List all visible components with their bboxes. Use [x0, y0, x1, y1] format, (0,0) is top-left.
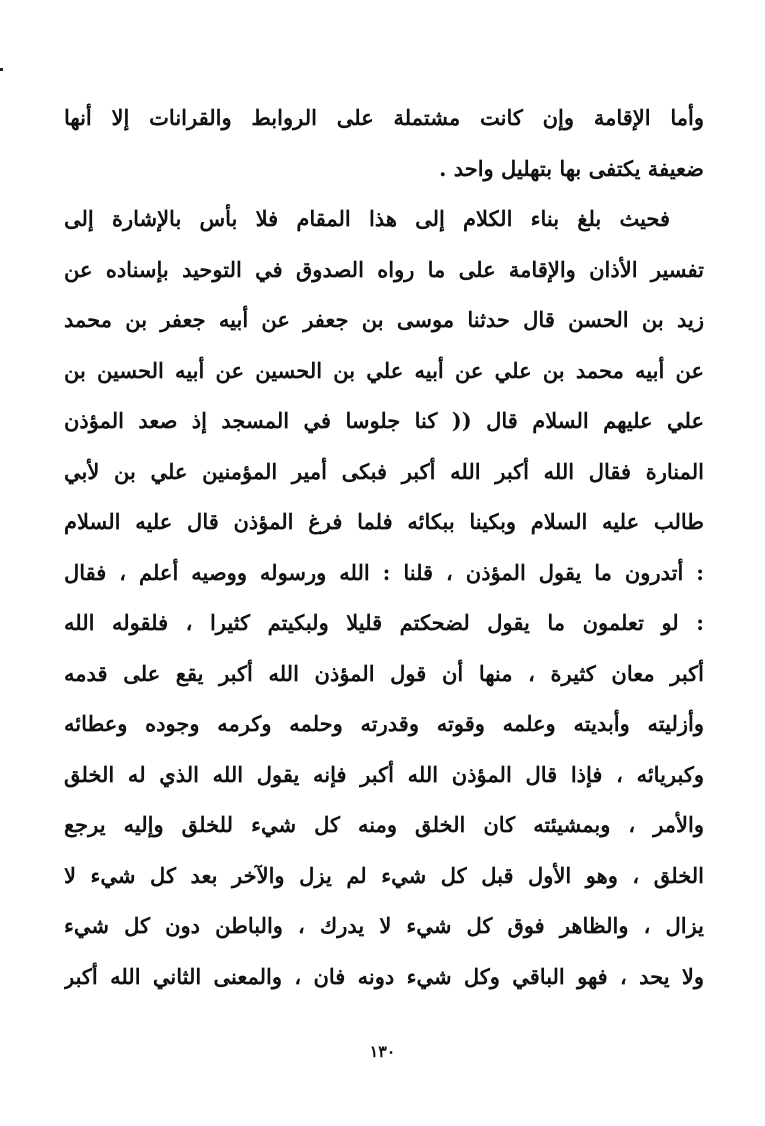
text-line-18: ولا يحد ، فهو الباقي وكل شيء دونه فان ، والمعنى الثاني الله أكبر [64, 963, 704, 989]
text-line-3: فحيث بلغ بناء الكلام إلى هذا المقام فلا بأس بالإشارة إلى [64, 206, 670, 231]
text-line-5: زيد بن الحسن قال حدثنا موسى بن جعفر عن أبيه جعفر بن محمد [64, 307, 704, 332]
text-line-10: : أتدرون ما يقول المؤذن ، قلنا : الله ورسوله ووصيه أعلم ، فقال [64, 559, 704, 585]
text-line-15: والأمر ، وبمشيئته كان الخلق ومنه كل شيء للخلق وإليه يرجع [64, 812, 704, 837]
text-line-13: وأزليته وأبديته وعلمه وقوته وقدرته وحلمه وكرمه وجوده وعطائه [64, 711, 704, 736]
text-line-16: الخلق ، وهو الأول قبل كل شيء لم يزل والآخر بعد كل شيء لا [64, 862, 704, 888]
text-line-2: ضعيفة يكتفى بها بتهليل واحد . [439, 155, 704, 181]
text-line-14: وكبريائه ، فإذا قال المؤذن الله أكبر فإنه يقول الله الذي له الخلق [64, 761, 704, 787]
text-line-6: عن أبيه محمد بن علي عن أبيه علي بن الحسين عن أبيه الحسين بن [64, 357, 704, 383]
body-text [64, 93, 704, 1002]
scan-edge-mark [0, 68, 3, 71]
page-number: ١٣٠ [369, 1042, 396, 1061]
text-line-1: وأما الإقامة وإن كانت مشتملة على الروابط والقرانات إلا أنها [64, 105, 704, 130]
text-line-12: أكبر معان كثيرة ، منها أن قول المؤذن الله أكبر يقع على قدمه [64, 660, 704, 686]
text-line-17: يزال ، والظاهر فوق كل شيء لا يدرك ، والباطن دون كل شيء [64, 913, 704, 938]
text-line-11: : لو تعلمون ما يقول لضحكتم قليلا ولبكيتم كثيرا ، فلقوله الله [64, 610, 704, 635]
text-line-9: طالب عليه السلام وبكينا ببكائه فلما فرغ المؤذن قال عليه السلام [64, 509, 704, 534]
text-line-4: تفسير الأذان والإقامة على ما رواه الصدوق في التوحيد بإسناده عن [64, 256, 704, 282]
text-line-8: المنارة فقال الله أكبر الله أكبر فبكى أمير المؤمنين علي بن لأبي [64, 458, 704, 484]
text-line-7: علي عليهم السلام قال (( كنا جلوسا في المسجد إذ صعد المؤذن [64, 408, 704, 433]
